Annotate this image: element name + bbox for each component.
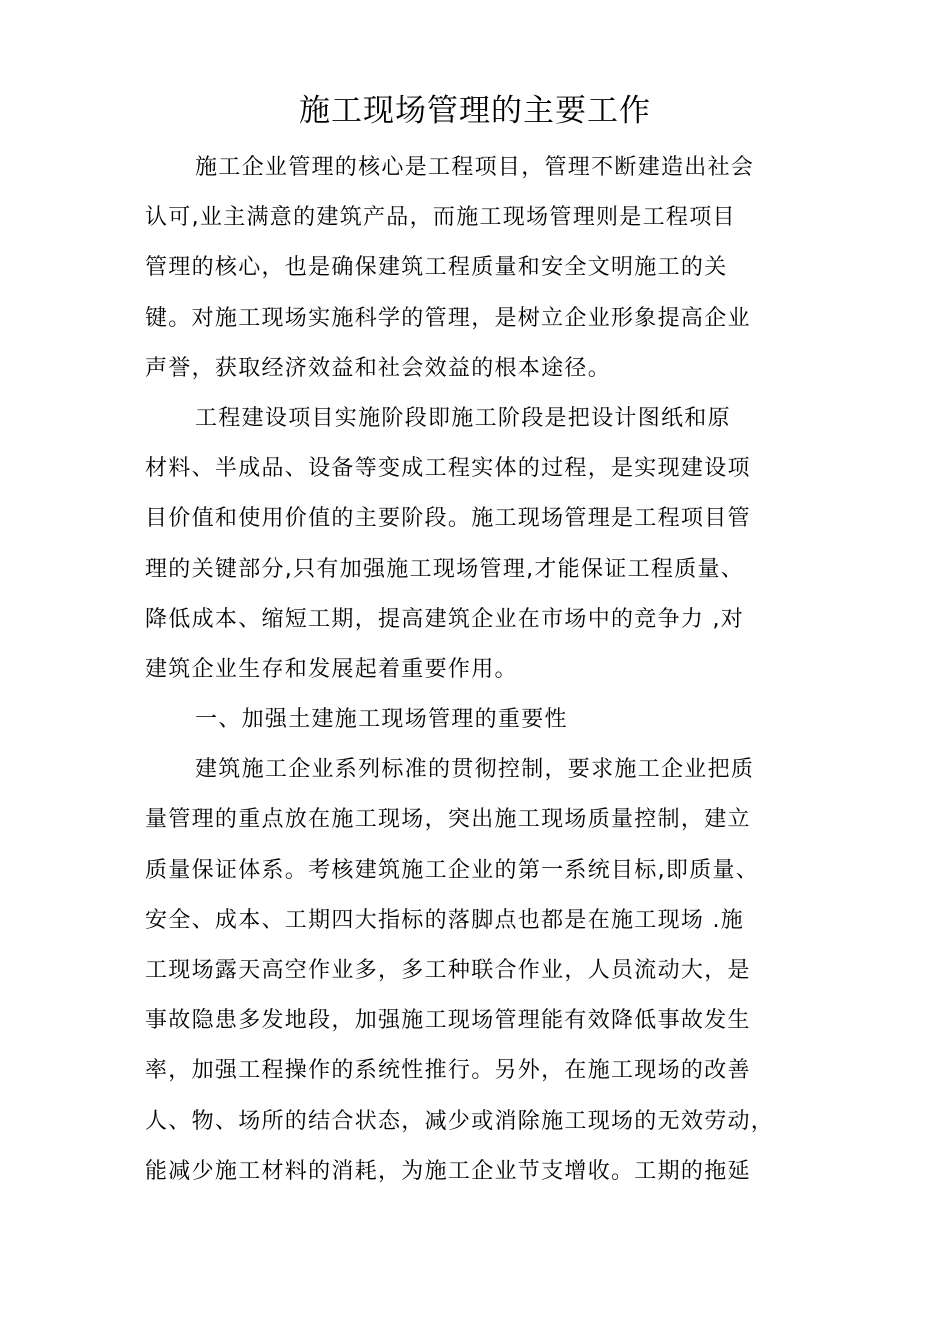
paragraph-3-line-3: 质量保证体系。考核建筑施工企业的第一系统目标,即质量、 — [145, 857, 760, 883]
paragraph-2-line-5: 降低成本、缩短工期，提高建筑企业在市场中的竞争力 ,对 — [145, 606, 745, 632]
paragraph-2-line-2: 材料、半成品、设备等变成工程实体的过程，是实现建设项 — [145, 456, 751, 482]
paragraph-3-line-6: 事故隐患多发地段，加强施工现场管理能有效降低事故发生 — [145, 1008, 751, 1034]
paragraph-2-line-6: 建筑企业生存和发展起着重要作用。 — [145, 656, 518, 682]
paragraph-3-line-9: 能减少施工材料的消耗，为施工企业节支增收。工期的拖延 — [145, 1158, 751, 1184]
paragraph-3-line-2: 量管理的重点放在施工现场，突出施工现场质量控制，建立 — [145, 807, 751, 833]
paragraph-2-line-1: 工程建设项目实施阶段即施工阶段是把设计图纸和原 — [195, 405, 731, 431]
paragraph-1-line-5: 声誉，获取经济效益和社会效益的根本途径。 — [145, 355, 612, 381]
paragraph-1-line-2: 认可,业主满意的建筑产品，而施工现场管理则是工程项目 — [145, 205, 736, 231]
paragraph-3-line-7: 率，加强工程操作的系统性推行。另外，在施工现场的改善 — [145, 1058, 751, 1084]
paragraph-3-line-1: 建筑施工企业系列标准的贯彻控制，要求施工企业把质 — [195, 757, 755, 783]
paragraph-2-line-4: 理的关键部分,只有加强施工现场管理,才能保证工程质量、 — [145, 556, 745, 582]
paragraph-3-line-8: 人、物、场所的结合状态，减少或消除施工现场的无效劳动， — [145, 1108, 775, 1134]
section-heading-1: 一、加强土建施工现场管理的重要性 — [195, 707, 568, 733]
paragraph-1-line-1: 施工企业管理的核心是工程项目，管理不断建造出社会 — [195, 155, 755, 180]
document-body — [145, 143, 811, 1197]
paragraph-1-line-3: 管理的核心，也是确保建筑工程质量和安全文明施工的关 — [145, 255, 728, 281]
paragraph-3-line-5: 工现场露天高空作业多，多工种联合作业，人员流动大，是 — [145, 958, 751, 983]
paragraph-1-line-4: 键。对施工现场实施科学的管理，是树立企业形象提高企业 — [145, 305, 751, 331]
paragraph-2-line-3: 目价值和使用价值的主要阶段。施工现场管理是工程项目管 — [145, 506, 751, 532]
document-title: 施工现场管理的主要工作 — [299, 93, 651, 129]
paragraph-3-line-4: 安全、成本、工期四大指标的落脚点也都是在施工现场 .施 — [145, 907, 745, 933]
